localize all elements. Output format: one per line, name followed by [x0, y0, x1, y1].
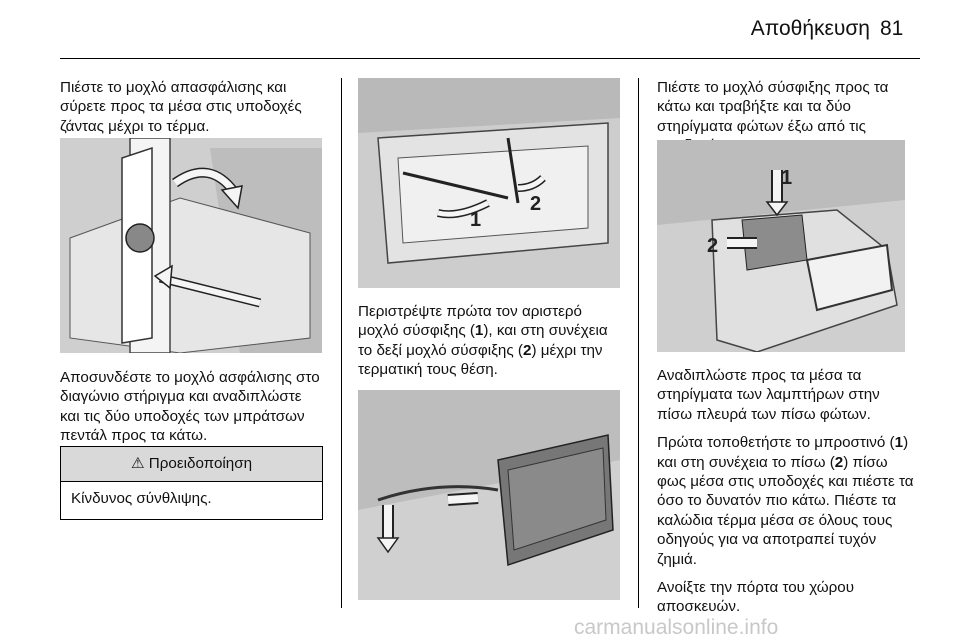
figure-callout-2: 2	[530, 193, 542, 215]
col1-after-figure-text: Αποσυνδέστε το μοχλό ασφάλισης στο διαγώνιο στήριγμα και αναδιπλώστε και τις δύο υποδοχές των μπράτσων πεντάλ προς τα κάτω.	[60, 369, 320, 445]
figure-clamp-lever-drawing	[657, 140, 905, 352]
col2-text-part: Περιστρέψτε πρώτα τον αριστερό μοχλό σύσφιξης (	[358, 303, 582, 340]
col2-ref-1: 1	[474, 322, 484, 340]
col3-text-part: Πρώτα τοποθετήστε το μπροστινό (	[657, 434, 895, 452]
figure-clamping-levers-drawing	[358, 78, 620, 288]
header-divider	[60, 58, 920, 59]
col3-text-part: ) και στη συνέχεια το πίσω (	[657, 434, 909, 471]
column-divider	[638, 78, 639, 608]
figure-release-lever	[60, 138, 322, 353]
col2-text-part: ) μέχρι την τερματική τους θέση.	[358, 341, 603, 379]
col3-text-part: ) πίσω φως μέσα στις υποδοχές και πιέστε τα όσο το δυνατόν πιο κάτω. Πιέστε τα καλώδια τέρμα μέσα σε όλους τους οδηγούς για να αποτραπεί τυχόν ζημιά.	[657, 453, 914, 568]
col1-after-figure	[60, 368, 322, 446]
figure-light-supports	[358, 390, 620, 600]
figure-clamping-levers	[358, 78, 620, 288]
figure-release-lever-drawing	[60, 138, 322, 353]
col3-ref-1: 1	[894, 434, 904, 452]
col3-body	[657, 366, 919, 617]
warning-header	[61, 447, 322, 482]
figure-callout-1: 1	[781, 167, 793, 189]
page-number: 81	[880, 17, 904, 40]
col2-text-part: ), και στη συνέχεια το δεξί μοχλό σύσφιξης (	[358, 322, 608, 359]
col3-para3: Ανοίξτε την πόρτα του χώρου αποσκευών.	[657, 579, 855, 616]
warning-title: Προειδοποίηση	[148, 455, 253, 472]
warning-box	[60, 446, 323, 520]
col2-ref-2: 2	[522, 341, 532, 359]
figure-callout-2: 2	[707, 235, 719, 257]
col3-para1: Αναδιπλώστε προς τα μέσα τα στηρίγματα των λαμπτήρων στην πίσω πλευρά των πίσω φώτων.	[657, 367, 880, 423]
col3-ref-2: 2	[834, 453, 844, 471]
col2-text	[358, 302, 623, 380]
figure-clamp-lever	[657, 140, 905, 352]
col1-intro	[60, 78, 322, 136]
figure-callout-1: 1	[470, 209, 482, 231]
watermark: carmanualsonline.info	[574, 616, 779, 639]
figure-light-supports-drawing	[358, 390, 620, 600]
warning-text: Κίνδυνος σύνθλιψης.	[71, 490, 212, 507]
column-divider	[341, 78, 342, 608]
col3-para2	[657, 433, 919, 569]
col3-intro-text: Πιέστε το μοχλό σύσφιξης προς τα κάτω και τραβήξτε και τα δύο στηρίγματα φώτων έξω από τις	[657, 79, 889, 135]
col1-intro-text: Πιέστε το μοχλό απασφάλισης και σύρετε προς τα μέσα στις υποδοχές ζάντας μέχρι το τέρμα.	[60, 79, 302, 135]
warning-triangle-icon: ⚠	[130, 455, 145, 472]
page-title: Αποθήκευση	[750, 17, 870, 40]
col2-paragraph	[358, 302, 623, 380]
